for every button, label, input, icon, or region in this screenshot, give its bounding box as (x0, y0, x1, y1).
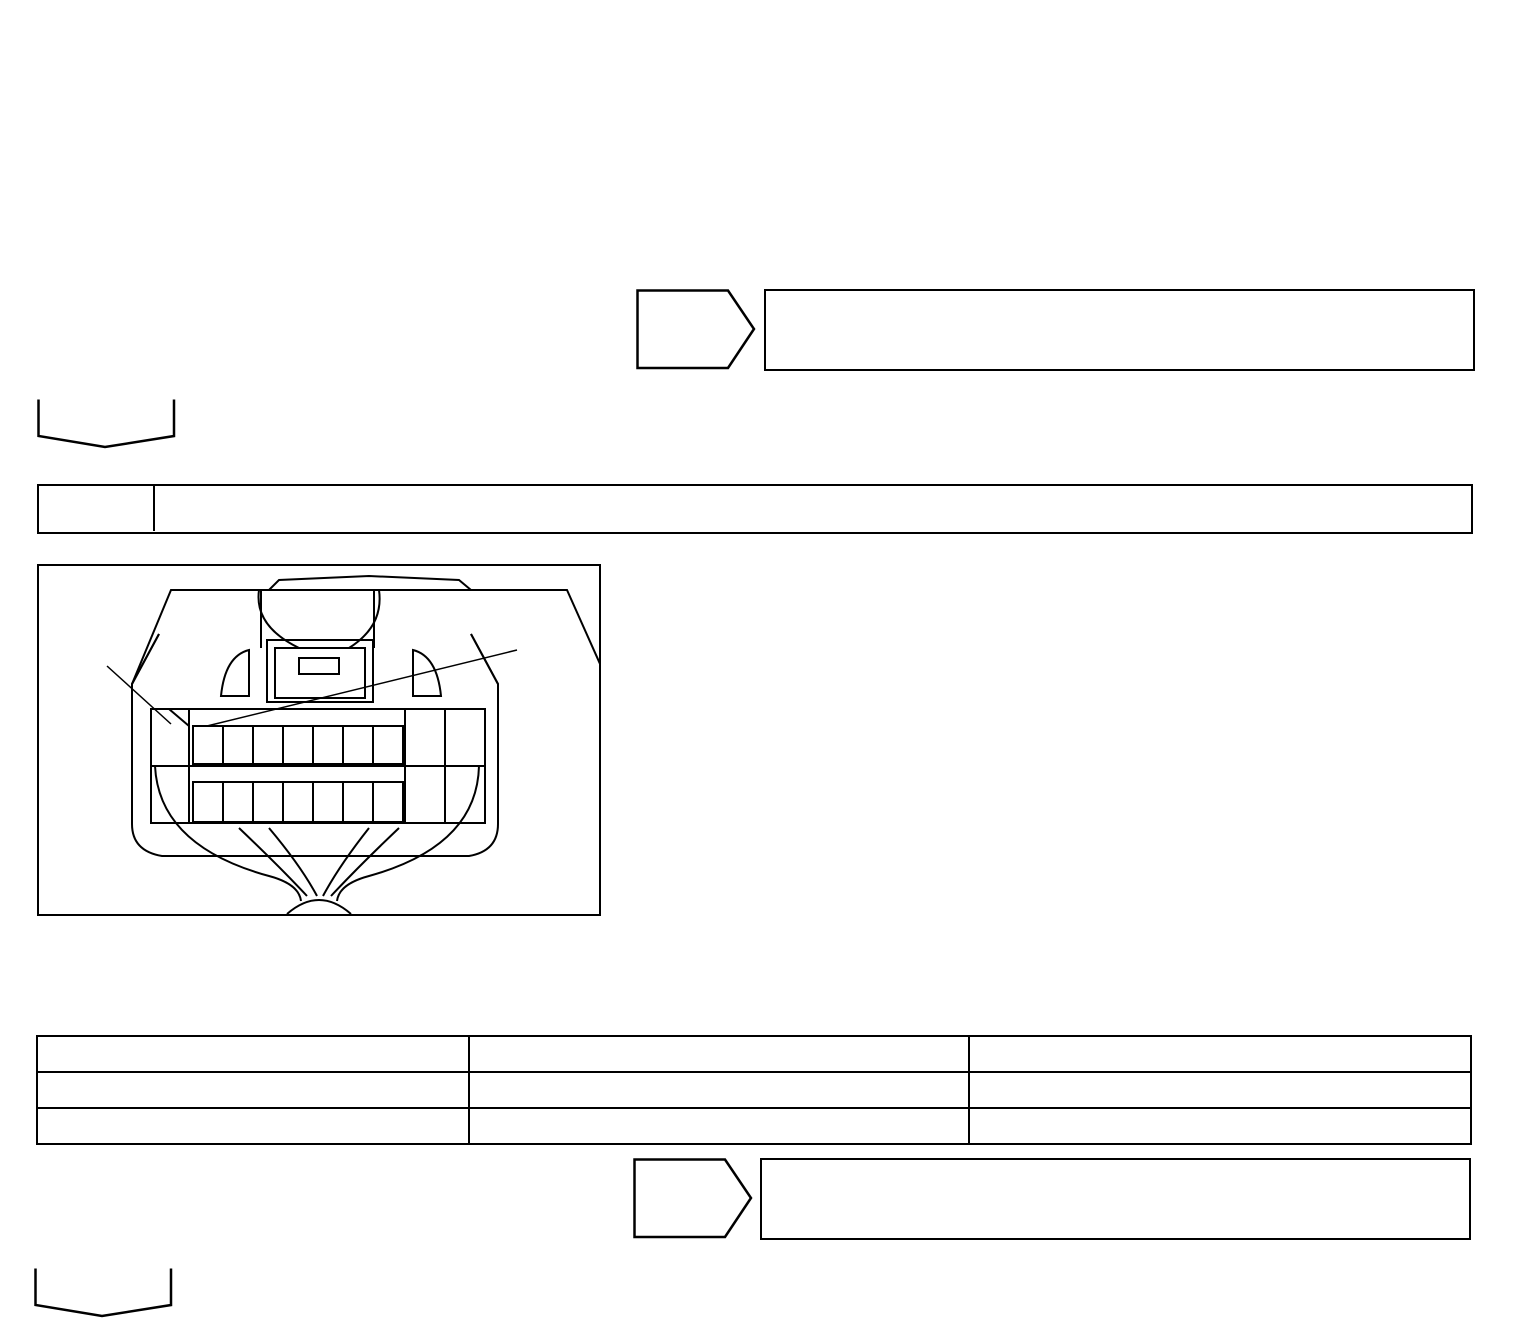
table-header-row (37, 1036, 1471, 1072)
step-header (37, 484, 1473, 534)
connector-drawing (39, 566, 599, 914)
column-header (37, 1036, 469, 1072)
ng-result-box (760, 1158, 1471, 1240)
step-number-cell (39, 486, 155, 531)
table-cell (469, 1072, 969, 1108)
table-cell (469, 1108, 969, 1144)
table-row (37, 1072, 1471, 1108)
ng-result-box (764, 289, 1475, 371)
ok-arrow-tag (37, 398, 177, 450)
column-header (969, 1036, 1471, 1072)
table-cell (969, 1072, 1471, 1108)
table-row (37, 1108, 1471, 1144)
table-cell (37, 1072, 469, 1108)
ok-arrow-tag (34, 1267, 174, 1319)
table-cell (37, 1108, 469, 1144)
spec-table (36, 1035, 1472, 1145)
connector-figure (37, 564, 601, 916)
ng-arrow-tag (636, 289, 758, 371)
ng-arrow-tag (633, 1158, 755, 1240)
column-header (469, 1036, 969, 1072)
table-cell (969, 1108, 1471, 1144)
